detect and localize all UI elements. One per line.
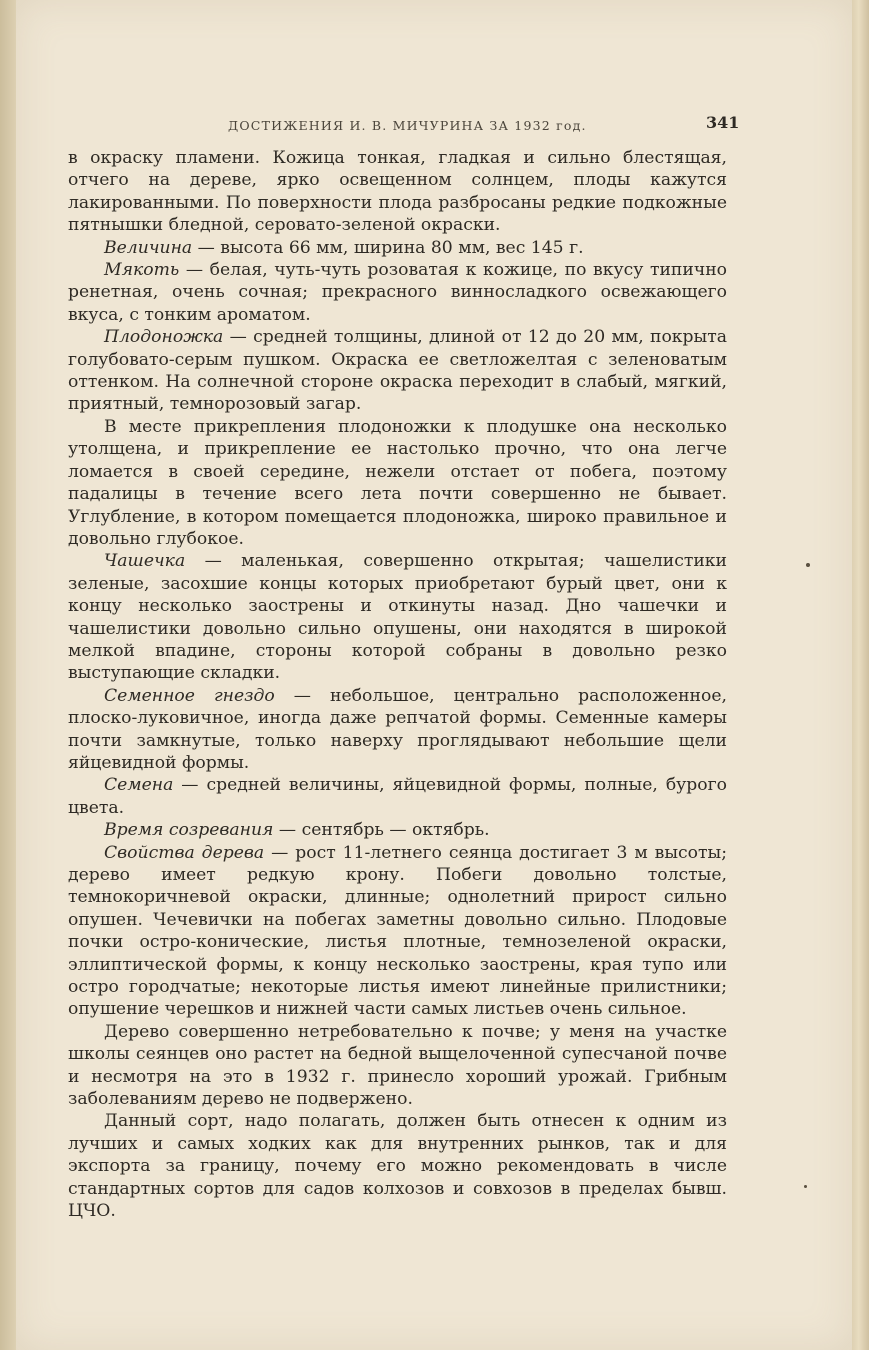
term: Свойства дерева: [104, 842, 265, 863]
term: Мякоть: [104, 260, 180, 281]
paragraph: Плодоножка — средней толщины, длиной от 12 до 20 мм, покрыта голубовато-серым пушком. Окраска ее светложелтая с зеленоватым оттенком. На солнечной стороне окраска переходит в слабый, мягкий, приятный, темнорозовый загар.: [68, 327, 727, 415]
page-edge-left: [0, 0, 16, 1350]
ink-speck: [806, 563, 810, 567]
paragraph: Чашечка — маленькая, совершенно открытая; чашелистики зеленые, засохшие концы которых приобретают бурый цвет, они к концу несколько заострены и откинуты назад. Дно чашечки и чашелистики довольно сильно опушены, они находятся в широкой мелкой впадине, стороны которой собраны в довольно резко выступающие складки.: [68, 551, 727, 684]
term: Семена: [104, 775, 174, 796]
paragraph: Семенное гнездо — небольшое, центрально расположенное, плоско-луковичное, иногда даже репчатой формы. Семенные камеры почти замкнутые, только наверху проглядывают небольшие щели яйцевидной формы.: [68, 685, 727, 773]
paragraph: Свойства дерева — рост 11-летнего сеянца достигает 3 м высоты; дерево имеет редкую крону. Побеги довольно толстые, темнокоричневой окраски, длинные; однолетний прирост сильно опушен. Чечевички на побегах заметны довольно сильно. Плодовые почки остро-конические, листья плотные, темнозеленой окраски, эллиптической формы, к концу несколько заострены, края тупо или остро городчатые; некоторые листья имеют линейные прилистники; опушение черешков и нижней части самых листьев очень сильное.: [68, 842, 727, 1020]
paragraph: Дерево совершенно нетребовательно к почве; у меня на участке школы сеянцев оно растет на бедной выщелоченной супесчаной почве и несмотря на это в 1932 г. принесло хороший урожай. Грибным заболеваниям дерево не подвержено.: [68, 1021, 727, 1110]
term: Чашечка: [104, 551, 186, 572]
page-number: 341: [706, 113, 740, 132]
body-text: [68, 147, 727, 1223]
page-edge-right: [852, 0, 869, 1350]
term: Время созревания: [104, 820, 274, 841]
term: Семенное гнездо: [104, 685, 275, 706]
paragraph: в окраску пламени. Кожица тонкая, гладкая и сильно блестящая, отчего на дереве, ярко освещенном солнцем, плоды кажутся лакированными. По поверхности плода разбросаны редкие подкожные пятнышки бледной, серовато-зеленой окраски.: [68, 148, 727, 236]
paragraph: Мякоть — белая, чуть-чуть розоватая к кожице, по вкусу типично ренетная, очень сочная; прекрасного винносладкого освежающего вкуса, с тонким ароматом.: [68, 260, 727, 325]
term: Плодоножка: [104, 327, 224, 348]
term: Величина: [104, 237, 193, 258]
ink-speck: [804, 1185, 807, 1188]
paragraph: Семена — средней величины, яйцевидной формы, полные, бурого цвета.: [68, 775, 727, 818]
paragraph: В месте прикрепления плодоножки к плодушке она несколько утолщена, и прикрепление ее настолько прочно, что она легче ломается в своей середине, нежели отстает от побега, поэтому падалицы в течение всего лета почти совершенно не бывает. Углубление, в котором помещается плодоножка, широко правильное и довольно глубокое.: [68, 416, 727, 549]
paragraph: Данный сорт, надо полагать, должен быть отнесен к одним из лучших и самых ходких как для внутренних рынков, так и для экспорта за границу, почему его можно рекомендовать в числе стандартных сортов для садов колхозов и совхозов в пределах бывш. ЦЧО.: [68, 1111, 727, 1222]
paragraph: Время созревания — сентябрь — октябрь.: [104, 820, 490, 841]
paragraph: Величина — высота 66 мм, ширина 80 мм, вес 145 г.: [104, 237, 584, 258]
running-title: ДОСТИЖЕНИЯ И. В. МИЧУРИНА ЗА 1932 год.: [228, 118, 587, 133]
